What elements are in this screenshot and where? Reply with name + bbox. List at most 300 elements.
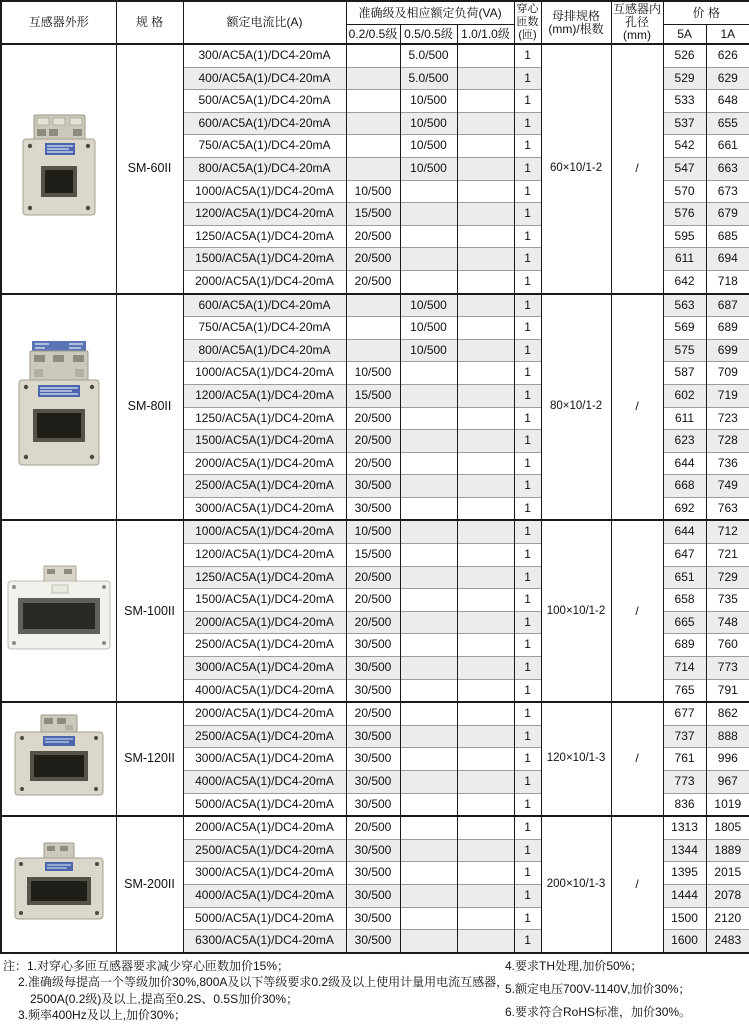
price-5a-cell: 677 <box>663 702 706 725</box>
ratio-cell: 3000/AC5A(1)/DC4-20mA <box>183 497 346 520</box>
ratio-cell: 3000/AC5A(1)/DC4-20mA <box>183 657 346 680</box>
price-1a-cell: 773 <box>706 657 749 680</box>
price-5a-cell: 665 <box>663 611 706 634</box>
busbar-cell: 200×10/1-3 <box>541 816 611 953</box>
transformer-photo-sm200-icon <box>13 841 105 921</box>
busbar-header-line: 母排规格 <box>552 8 601 23</box>
accuracy-10-cell <box>457 544 514 567</box>
accuracy-10-cell <box>457 679 514 702</box>
turns-cell: 1 <box>514 771 541 794</box>
price-1a-cell: 663 <box>706 157 749 180</box>
table-row <box>1 44 749 67</box>
spec-cell: SM-60II <box>116 44 183 294</box>
turns-cell: 1 <box>514 884 541 907</box>
ratio-cell: 3000/AC5A(1)/DC4-20mA <box>183 862 346 885</box>
bore-header-line: 互感器内 <box>613 2 662 16</box>
turns-cell: 1 <box>514 748 541 771</box>
accuracy-02-cell <box>346 135 400 158</box>
price-1a-cell: 996 <box>706 748 749 771</box>
price-5a-cell: 569 <box>663 317 706 340</box>
accuracy-05-cell <box>400 475 457 498</box>
accuracy-02-cell: 20/500 <box>346 611 400 634</box>
bore-header-line: 孔径(mm) <box>623 15 652 42</box>
col-header-shape: 互感器外形 <box>1 1 116 44</box>
accuracy-05-cell: 10/500 <box>400 157 457 180</box>
accuracy-10-cell <box>457 771 514 794</box>
accuracy-05-cell <box>400 225 457 248</box>
ratio-cell: 2500/AC5A(1)/DC4-20mA <box>183 475 346 498</box>
accuracy-05-cell <box>400 930 457 953</box>
accuracy-05-cell <box>400 520 457 543</box>
accuracy-10-cell <box>457 634 514 657</box>
ratio-cell: 1000/AC5A(1)/DC4-20mA <box>183 362 346 385</box>
accuracy-02-cell: 15/500 <box>346 384 400 407</box>
price-5a-cell: 668 <box>663 475 706 498</box>
price-5a-cell: 737 <box>663 725 706 748</box>
price-1a-cell: 718 <box>706 270 749 293</box>
price-1a-cell: 967 <box>706 771 749 794</box>
accuracy-02-cell: 30/500 <box>346 771 400 794</box>
accuracy-05-cell <box>400 793 457 816</box>
price-1a-cell: 736 <box>706 452 749 475</box>
turns-cell: 1 <box>514 566 541 589</box>
accuracy-10-cell <box>457 203 514 226</box>
accuracy-10-cell <box>457 180 514 203</box>
accuracy-05-cell <box>400 203 457 226</box>
accuracy-05-cell <box>400 497 457 520</box>
turns-cell: 1 <box>514 225 541 248</box>
accuracy-05-cell <box>400 384 457 407</box>
ratio-cell: 1200/AC5A(1)/DC4-20mA <box>183 203 346 226</box>
ratio-cell: 1200/AC5A(1)/DC4-20mA <box>183 544 346 567</box>
price-1a-cell: 748 <box>706 611 749 634</box>
accuracy-10-cell <box>457 135 514 158</box>
price-1a-cell: 862 <box>706 702 749 725</box>
price-1a-cell: 626 <box>706 44 749 67</box>
accuracy-10-cell <box>457 452 514 475</box>
accuracy-02-cell: 10/500 <box>346 362 400 385</box>
spec-cell: SM-120II <box>116 702 183 816</box>
turns-header-line: (匝) <box>518 29 537 41</box>
ratio-cell: 600/AC5A(1)/DC4-20mA <box>183 112 346 135</box>
table-row <box>1 520 749 543</box>
accuracy-02-cell <box>346 317 400 340</box>
price-5a-cell: 692 <box>663 497 706 520</box>
accuracy-10-cell <box>457 566 514 589</box>
ratio-cell: 4000/AC5A(1)/DC4-20mA <box>183 771 346 794</box>
price-5a-cell: 1395 <box>663 862 706 885</box>
transformer-photo-sm120-icon <box>13 713 105 797</box>
col-header-price-group: 价 格 <box>663 1 749 25</box>
ratio-cell: 4000/AC5A(1)/DC4-20mA <box>183 679 346 702</box>
accuracy-10-cell <box>457 475 514 498</box>
accuracy-05-cell <box>400 839 457 862</box>
turns-cell: 1 <box>514 384 541 407</box>
turns-cell: 1 <box>514 203 541 226</box>
accuracy-10-cell <box>457 317 514 340</box>
price-1a-cell: 1889 <box>706 839 749 862</box>
accuracy-05-cell <box>400 611 457 634</box>
price-1a-cell: 685 <box>706 225 749 248</box>
busbar-cell: 120×10/1-3 <box>541 702 611 816</box>
accuracy-10-cell <box>457 793 514 816</box>
transformer-photo-sm80-icon <box>17 339 101 467</box>
ratio-cell: 5000/AC5A(1)/DC4-20mA <box>183 907 346 930</box>
price-5a-cell: 714 <box>663 657 706 680</box>
turns-header-line: 穿心 <box>516 3 539 15</box>
ratio-cell: 1500/AC5A(1)/DC4-20mA <box>183 430 346 453</box>
ratio-cell: 750/AC5A(1)/DC4-20mA <box>183 135 346 158</box>
turns-cell: 1 <box>514 339 541 362</box>
accuracy-02-cell <box>346 157 400 180</box>
accuracy-02-cell: 30/500 <box>346 679 400 702</box>
price-1a-cell: 2078 <box>706 884 749 907</box>
accuracy-02-cell <box>346 67 400 90</box>
price-1a-cell: 661 <box>706 135 749 158</box>
price-1a-cell: 655 <box>706 112 749 135</box>
col-header-acc-02: 0.2/0.5级 <box>346 25 400 45</box>
accuracy-02-cell: 20/500 <box>346 589 400 612</box>
price-5a-cell: 1444 <box>663 884 706 907</box>
accuracy-10-cell <box>457 702 514 725</box>
col-header-busbar <box>541 1 611 44</box>
ratio-cell: 2500/AC5A(1)/DC4-20mA <box>183 725 346 748</box>
ratio-cell: 2000/AC5A(1)/DC4-20mA <box>183 816 346 839</box>
accuracy-05-cell <box>400 362 457 385</box>
turns-cell: 1 <box>514 452 541 475</box>
ratio-cell: 1000/AC5A(1)/DC4-20mA <box>183 180 346 203</box>
col-header-bore <box>611 1 663 44</box>
table-body <box>1 44 749 953</box>
note-line: 6.要求符合RoHS标准，加价30%。 <box>505 1004 692 1019</box>
price-5a-cell: 642 <box>663 270 706 293</box>
price-1a-cell: 2120 <box>706 907 749 930</box>
accuracy-02-cell: 20/500 <box>346 430 400 453</box>
accuracy-02-cell: 30/500 <box>346 497 400 520</box>
turns-cell: 1 <box>514 520 541 543</box>
price-5a-cell: 526 <box>663 44 706 67</box>
price-5a-cell: 547 <box>663 157 706 180</box>
ratio-cell: 600/AC5A(1)/DC4-20mA <box>183 294 346 317</box>
ratio-cell: 1200/AC5A(1)/DC4-20mA <box>183 384 346 407</box>
price-5a-cell: 651 <box>663 566 706 589</box>
accuracy-10-cell <box>457 839 514 862</box>
accuracy-10-cell <box>457 520 514 543</box>
turns-cell: 1 <box>514 657 541 680</box>
accuracy-10-cell <box>457 430 514 453</box>
price-5a-cell: 587 <box>663 362 706 385</box>
ratio-cell: 500/AC5A(1)/DC4-20mA <box>183 90 346 113</box>
col-header-price-1a: 1A <box>706 25 749 45</box>
accuracy-02-cell: 30/500 <box>346 862 400 885</box>
accuracy-02-cell: 10/500 <box>346 180 400 203</box>
accuracy-05-cell <box>400 589 457 612</box>
price-1a-cell: 723 <box>706 407 749 430</box>
turns-cell: 1 <box>514 44 541 67</box>
price-5a-cell: 647 <box>663 544 706 567</box>
accuracy-02-cell <box>346 44 400 67</box>
table-row <box>1 702 749 725</box>
ratio-cell: 800/AC5A(1)/DC4-20mA <box>183 339 346 362</box>
accuracy-10-cell <box>457 384 514 407</box>
price-5a-cell: 533 <box>663 90 706 113</box>
product-image-sm100 <box>1 520 116 702</box>
accuracy-10-cell <box>457 907 514 930</box>
price-5a-cell: 689 <box>663 634 706 657</box>
ratio-cell: 800/AC5A(1)/DC4-20mA <box>183 157 346 180</box>
accuracy-05-cell <box>400 771 457 794</box>
ratio-cell: 2500/AC5A(1)/DC4-20mA <box>183 634 346 657</box>
accuracy-02-cell: 20/500 <box>346 270 400 293</box>
price-5a-cell: 529 <box>663 67 706 90</box>
accuracy-02-cell: 20/500 <box>346 248 400 271</box>
accuracy-02-cell <box>346 339 400 362</box>
accuracy-10-cell <box>457 294 514 317</box>
accuracy-02-cell: 30/500 <box>346 475 400 498</box>
accuracy-02-cell: 20/500 <box>346 452 400 475</box>
accuracy-02-cell: 10/500 <box>346 520 400 543</box>
accuracy-10-cell <box>457 225 514 248</box>
accuracy-02-cell: 20/500 <box>346 816 400 839</box>
turns-cell: 1 <box>514 407 541 430</box>
turns-header-line: 匝数 <box>516 16 539 28</box>
accuracy-10-cell <box>457 112 514 135</box>
bore-cell: / <box>611 44 663 294</box>
product-image-sm120 <box>1 702 116 816</box>
accuracy-10-cell <box>457 816 514 839</box>
col-header-turns <box>514 1 541 44</box>
price-5a-cell: 602 <box>663 384 706 407</box>
turns-cell: 1 <box>514 816 541 839</box>
price-5a-cell: 658 <box>663 589 706 612</box>
ratio-cell: 750/AC5A(1)/DC4-20mA <box>183 317 346 340</box>
accuracy-02-cell: 15/500 <box>346 544 400 567</box>
turns-cell: 1 <box>514 294 541 317</box>
price-1a-cell: 735 <box>706 589 749 612</box>
col-header-spec: 规 格 <box>116 1 183 44</box>
spec-cell: SM-200II <box>116 816 183 953</box>
turns-cell: 1 <box>514 248 541 271</box>
table-row <box>1 294 749 317</box>
accuracy-05-cell: 10/500 <box>400 90 457 113</box>
accuracy-05-cell: 10/500 <box>400 317 457 340</box>
product-image-sm60 <box>1 44 116 294</box>
turns-cell: 1 <box>514 270 541 293</box>
turns-cell: 1 <box>514 862 541 885</box>
accuracy-10-cell <box>457 157 514 180</box>
col-header-accuracy-group: 准确级及相应额定负荷(VA) <box>346 1 514 25</box>
accuracy-02-cell: 30/500 <box>346 907 400 930</box>
turns-cell: 1 <box>514 317 541 340</box>
turns-cell: 1 <box>514 157 541 180</box>
accuracy-10-cell <box>457 90 514 113</box>
price-1a-cell: 888 <box>706 725 749 748</box>
accuracy-05-cell <box>400 702 457 725</box>
accuracy-10-cell <box>457 362 514 385</box>
accuracy-10-cell <box>457 248 514 271</box>
footnotes-right <box>505 958 745 1027</box>
accuracy-02-cell: 20/500 <box>346 566 400 589</box>
accuracy-02-cell: 30/500 <box>346 793 400 816</box>
price-5a-cell: 1600 <box>663 930 706 953</box>
busbar-cell: 80×10/1-2 <box>541 294 611 521</box>
accuracy-05-cell: 10/500 <box>400 112 457 135</box>
accuracy-02-cell: 30/500 <box>346 884 400 907</box>
price-5a-cell: 623 <box>663 430 706 453</box>
price-5a-cell: 576 <box>663 203 706 226</box>
turns-cell: 1 <box>514 839 541 862</box>
accuracy-05-cell <box>400 430 457 453</box>
accuracy-05-cell <box>400 180 457 203</box>
accuracy-02-cell: 20/500 <box>346 225 400 248</box>
accuracy-10-cell <box>457 339 514 362</box>
col-header-acc-10: 1.0/1.0级 <box>457 25 514 45</box>
product-image-sm200 <box>1 816 116 953</box>
turns-cell: 1 <box>514 497 541 520</box>
busbar-header-line: (mm)/根数 <box>548 21 604 36</box>
bore-cell: / <box>611 520 663 702</box>
price-1a-cell: 712 <box>706 520 749 543</box>
turns-cell: 1 <box>514 180 541 203</box>
price-5a-cell: 537 <box>663 112 706 135</box>
price-5a-cell: 595 <box>663 225 706 248</box>
ratio-cell: 1500/AC5A(1)/DC4-20mA <box>183 248 346 271</box>
price-5a-cell: 611 <box>663 407 706 430</box>
price-1a-cell: 763 <box>706 497 749 520</box>
accuracy-05-cell <box>400 657 457 680</box>
accuracy-05-cell <box>400 452 457 475</box>
turns-cell: 1 <box>514 793 541 816</box>
note-line: 注：1.对穿心多匝互感器要求减少穿心匝数加价15%； <box>3 958 290 973</box>
bore-cell: / <box>611 294 663 521</box>
price-1a-cell: 629 <box>706 67 749 90</box>
accuracy-10-cell <box>457 930 514 953</box>
price-1a-cell: 1805 <box>706 816 749 839</box>
ratio-cell: 1500/AC5A(1)/DC4-20mA <box>183 589 346 612</box>
accuracy-05-cell <box>400 816 457 839</box>
price-5a-cell: 1500 <box>663 907 706 930</box>
price-1a-cell: 729 <box>706 566 749 589</box>
transformer-photo-sm60-icon <box>21 113 97 217</box>
accuracy-02-cell: 30/500 <box>346 725 400 748</box>
price-1a-cell: 673 <box>706 180 749 203</box>
price-1a-cell: 699 <box>706 339 749 362</box>
price-1a-cell: 694 <box>706 248 749 271</box>
accuracy-05-cell: 10/500 <box>400 339 457 362</box>
accuracy-05-cell <box>400 679 457 702</box>
ratio-cell: 2000/AC5A(1)/DC4-20mA <box>183 452 346 475</box>
note-line: 2500A(0.2级)及以上,提高至0.2S、0.5S加价30%； <box>30 991 299 1006</box>
turns-cell: 1 <box>514 90 541 113</box>
price-1a-cell: 760 <box>706 634 749 657</box>
accuracy-05-cell <box>400 634 457 657</box>
price-5a-cell: 761 <box>663 748 706 771</box>
price-5a-cell: 644 <box>663 452 706 475</box>
accuracy-02-cell: 30/500 <box>346 634 400 657</box>
spec-cell: SM-100II <box>116 520 183 702</box>
col-header-ratio: 额定电流比(A) <box>183 1 346 44</box>
note-line: 2.准确级每提高一个等级加价30%,800A及以下等级要求0.2级及以上使用计量用电流互感器， <box>18 975 509 990</box>
accuracy-02-cell: 20/500 <box>346 407 400 430</box>
accuracy-05-cell: 5.0/500 <box>400 44 457 67</box>
price-5a-cell: 836 <box>663 793 706 816</box>
turns-cell: 1 <box>514 725 541 748</box>
price-1a-cell: 721 <box>706 544 749 567</box>
price-5a-cell: 1313 <box>663 816 706 839</box>
price-5a-cell: 773 <box>663 771 706 794</box>
accuracy-10-cell <box>457 497 514 520</box>
spec-cell: SM-80II <box>116 294 183 521</box>
accuracy-10-cell <box>457 657 514 680</box>
accuracy-02-cell: 15/500 <box>346 203 400 226</box>
note-line: 5.额定电压700V-1140V,加价30%； <box>505 981 691 996</box>
price-1a-cell: 709 <box>706 362 749 385</box>
turns-cell: 1 <box>514 362 541 385</box>
accuracy-10-cell <box>457 748 514 771</box>
turns-cell: 1 <box>514 611 541 634</box>
turns-cell: 1 <box>514 679 541 702</box>
accuracy-05-cell: 5.0/500 <box>400 67 457 90</box>
price-5a-cell: 1344 <box>663 839 706 862</box>
footnotes <box>0 954 749 1023</box>
turns-cell: 1 <box>514 430 541 453</box>
accuracy-02-cell: 30/500 <box>346 930 400 953</box>
price-1a-cell: 2015 <box>706 862 749 885</box>
turns-cell: 1 <box>514 112 541 135</box>
accuracy-10-cell <box>457 407 514 430</box>
accuracy-02-cell: 30/500 <box>346 657 400 680</box>
price-1a-cell: 728 <box>706 430 749 453</box>
accuracy-05-cell <box>400 566 457 589</box>
turns-cell: 1 <box>514 930 541 953</box>
turns-cell: 1 <box>514 475 541 498</box>
bore-cell: / <box>611 816 663 953</box>
turns-cell: 1 <box>514 135 541 158</box>
accuracy-10-cell <box>457 884 514 907</box>
accuracy-10-cell <box>457 611 514 634</box>
turns-cell: 1 <box>514 634 541 657</box>
accuracy-05-cell <box>400 748 457 771</box>
turns-cell: 1 <box>514 907 541 930</box>
accuracy-02-cell <box>346 90 400 113</box>
price-1a-cell: 689 <box>706 317 749 340</box>
ratio-cell: 400/AC5A(1)/DC4-20mA <box>183 67 346 90</box>
accuracy-02-cell: 30/500 <box>346 748 400 771</box>
ratio-cell: 5000/AC5A(1)/DC4-20mA <box>183 793 346 816</box>
col-header-acc-05: 0.5/0.5级 <box>400 25 457 45</box>
accuracy-10-cell <box>457 589 514 612</box>
transformer-photo-sm100-icon <box>6 564 112 652</box>
ratio-cell: 6300/AC5A(1)/DC4-20mA <box>183 930 346 953</box>
busbar-cell: 60×10/1-2 <box>541 44 611 294</box>
price-1a-cell: 2483 <box>706 930 749 953</box>
price-1a-cell: 648 <box>706 90 749 113</box>
ratio-cell: 1000/AC5A(1)/DC4-20mA <box>183 520 346 543</box>
accuracy-10-cell <box>457 67 514 90</box>
busbar-cell: 100×10/1-2 <box>541 520 611 702</box>
accuracy-05-cell <box>400 248 457 271</box>
ratio-cell: 2000/AC5A(1)/DC4-20mA <box>183 702 346 725</box>
price-1a-cell: 749 <box>706 475 749 498</box>
price-5a-cell: 570 <box>663 180 706 203</box>
note-line: 3.频率400Hz及以上,加价30%； <box>18 1008 187 1023</box>
price-5a-cell: 765 <box>663 679 706 702</box>
ratio-cell: 1250/AC5A(1)/DC4-20mA <box>183 225 346 248</box>
footnotes-left <box>3 958 509 1024</box>
accuracy-02-cell <box>346 294 400 317</box>
accuracy-02-cell: 30/500 <box>346 839 400 862</box>
accuracy-05-cell <box>400 544 457 567</box>
